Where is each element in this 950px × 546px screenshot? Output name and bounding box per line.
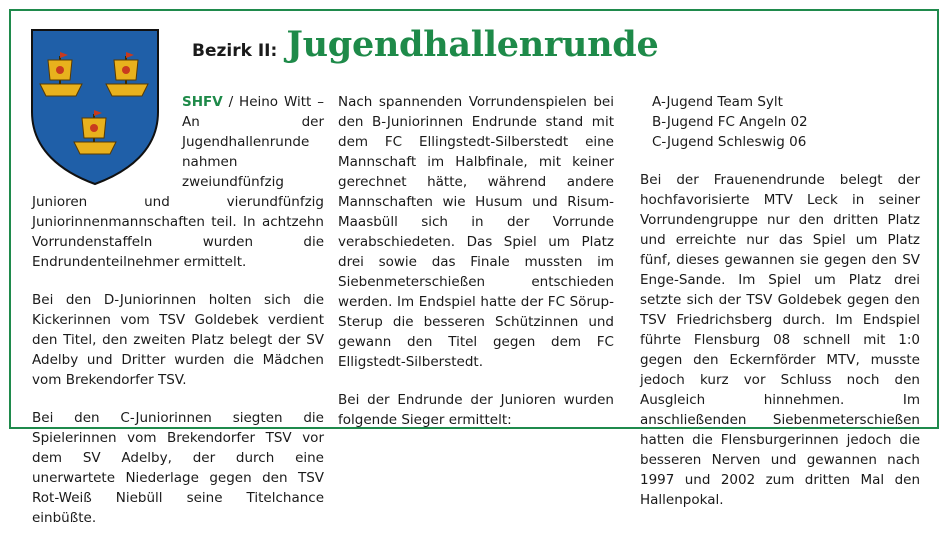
paragraph-junioren-intro: Bei der Endrunde der Junioren wurden folgende Sieger ermittelt: bbox=[338, 392, 614, 428]
winners-list bbox=[652, 92, 920, 152]
paragraph-c-juniorinnen: Bei den C-Juniorinnen siegten die Spielerinnen vom Brekendorfer TSV vor dem SV Adelby, der durch eine unerwartete Niederlage gegen den TSV Rot-Weiß Niebüll seine Titelchance einbüßte. bbox=[32, 410, 324, 526]
source-label: SHFV bbox=[182, 94, 223, 110]
author-label: / Heino Witt bbox=[222, 94, 312, 110]
article-column-3 bbox=[640, 92, 920, 528]
paragraph-frauen: Bei der Frauenendrunde belegt der hochfavorisierte MTV Leck in seiner Vorrundengruppe nur den dritten Platz und erreichte nur das Spiel um Platz fünf, dieses gewannen sie gegen den SV Enge-Sande. Im Spiel um Platz drei setzte sich der TSV Goldebek gegen den TSV Friedrichsberg durch. Im Endspiel führte Flensburg 08 schnell mit 1:0 gegen den Eckernförder MTV, musste jedoch kurz vor Schluss noch den Ausgleich hinnehmen. Im anschließenden Siebenmeterschießen hatten die Flensburgerinnen jedoch die besseren Nerven und gewannen nach 1997 und 2002 zum dritten Mal den Hallenpokal. bbox=[640, 172, 920, 508]
paragraph-b-juniorinnen: Nach spannenden Vorrundenspielen bei den B-Juniorinnen Endrunde stand mit dem FC Ellingstedt-Silberstedt eine Mannschaft im Halbfinale, mit keiner gerechnet hätte, während andere Mannschaften wie Husum und Risum-Maasbüll sich in der Vorrunde verabschiedeten. Das Spiel um Platz drei sowie das Finale mussten im Siebenmeterschießen entschieden werden. Im Endspiel hatte der FC Sörup-Sterup die besseren Schützinnen und gewann den Titel gegen dem FC Elligstedt-Silberstedt. bbox=[338, 94, 614, 370]
crest-wrap-space bbox=[32, 92, 182, 192]
page-title: Jugendhallenrunde bbox=[286, 24, 659, 65]
article-column-1 bbox=[32, 92, 324, 546]
headline bbox=[192, 24, 658, 65]
list-item: A-Jugend Team Sylt bbox=[652, 94, 783, 110]
list-item: C-Jugend Schleswig 06 bbox=[652, 134, 807, 150]
lead-text: – An der Jugendhallenrunde nahmen zweiundfünfzig Junioren und vierundfünfzig Juniorinnenmannschaften teil. In achtzehn Vorrundenstaffeln wurden die Endrundenteilnehmer ermittelt. bbox=[32, 94, 324, 270]
paragraph-d-juniorinnen: Bei den D-Juniorinnen holten sich die Kickerinnen vom TSV Goldebek verdient den Titel, den zweiten Platz belegt der SV Adelby und Dritter wurden die Mädchen vom Brekendorfer TSV. bbox=[32, 292, 324, 388]
article-column-2 bbox=[338, 92, 614, 448]
headline-kicker: Bezirk II: bbox=[192, 41, 278, 61]
list-item: B-Jugend FC Angeln 02 bbox=[652, 114, 808, 130]
